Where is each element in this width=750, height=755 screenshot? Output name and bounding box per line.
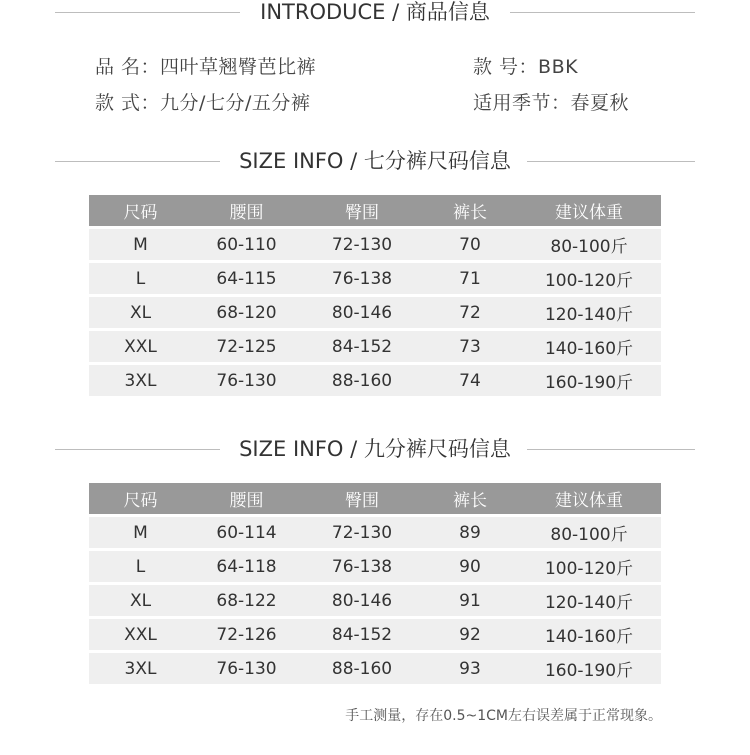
table-header: [89, 195, 661, 226]
table-row: [89, 365, 661, 396]
table-cell: 89: [459, 522, 481, 543]
table-cell: 76-138: [331, 556, 393, 577]
table-cell: 80-100斤: [550, 237, 628, 257]
table-cell: 93: [459, 658, 481, 679]
table-cell: 64-115: [216, 268, 277, 289]
table-row: [89, 619, 661, 650]
table-cell: 90: [459, 556, 481, 577]
table-cell: 100-120斤: [544, 559, 634, 579]
table-cell: 74: [459, 370, 481, 391]
table-row: [89, 653, 661, 684]
size-info-title-bar-1: [0, 146, 750, 176]
product-name: 品 名：四叶草翘臀芭比裤: [95, 56, 317, 78]
size-info-title: SIZE INFO / 九分裤尺码信息: [239, 437, 511, 461]
size-table-2: [89, 483, 661, 684]
table-cell: 76-130: [216, 658, 277, 679]
size-info-title: SIZE INFO / 七分裤尺码信息: [239, 149, 511, 173]
table-cell: 3XL: [124, 658, 157, 679]
table-cell: 72-130: [331, 234, 393, 255]
product-code: 款 号：BBK: [473, 56, 579, 78]
table-header: [89, 483, 661, 514]
table-cell: 60-114: [216, 522, 277, 543]
header-cell: 腰围: [229, 491, 264, 511]
header-cell: 建议体重: [555, 491, 623, 511]
product-season: 适用季节：春夏秋: [473, 92, 630, 114]
product-style: 款 式：九分/七分/五分裤: [95, 92, 311, 114]
table-cell: 72-130: [331, 522, 393, 543]
table-cell: 88-160: [331, 658, 393, 679]
header-cell: 臀围: [345, 491, 379, 511]
table-cell: 160-190斤: [544, 661, 634, 681]
table-row: [89, 585, 661, 616]
table-cell: XL: [129, 302, 152, 323]
table-cell: 72: [459, 302, 481, 323]
table-cell: 84-152: [331, 336, 393, 357]
table-cell: 140-160斤: [544, 339, 634, 359]
table-cell: 72-125: [216, 336, 277, 357]
table-cell: 76-130: [216, 370, 277, 391]
table-cell: M: [133, 234, 148, 255]
header-cell: 尺码: [123, 203, 158, 223]
table-row: [89, 229, 661, 260]
table-row: [89, 297, 661, 328]
table-cell: 64-118: [216, 556, 277, 577]
table-cell: 68-122: [216, 590, 277, 611]
introduce-title: INTRODUCE / 商品信息: [260, 0, 490, 24]
table-cell: XL: [129, 590, 152, 611]
divider-right: [510, 12, 695, 13]
table-cell: 120-140斤: [544, 593, 634, 613]
divider-right: [527, 449, 695, 450]
table-row: [89, 517, 661, 548]
table-cell: 160-190斤: [544, 373, 634, 393]
table-cell: 76-138: [331, 268, 393, 289]
table-row: [89, 331, 661, 362]
table-cell: 91: [459, 590, 481, 611]
table-cell: 84-152: [331, 624, 393, 645]
table-cell: 88-160: [331, 370, 393, 391]
table-row: [89, 263, 661, 294]
header-cell: 尺码: [123, 491, 158, 511]
measurement-note: 手工测量，存在0.5~1CM左右误差属于正常现象。: [345, 708, 662, 724]
size-table-1: [89, 195, 661, 396]
table-cell: XXL: [124, 624, 157, 645]
table-cell: 100-120斤: [544, 271, 634, 291]
table-cell: 73: [459, 336, 481, 357]
table-cell: L: [135, 268, 146, 289]
table-row: [89, 551, 661, 582]
header-cell: 腰围: [229, 203, 264, 223]
table-cell: 68-120: [216, 302, 277, 323]
table-cell: L: [135, 556, 146, 577]
header-cell: 裤长: [453, 491, 487, 511]
introduce-title-bar: [0, 0, 750, 27]
table-cell: 70: [459, 234, 481, 255]
table-cell: XXL: [124, 336, 157, 357]
table-cell: 120-140斤: [544, 305, 634, 325]
table-cell: 80-146: [331, 590, 393, 611]
size-info-title-bar-2: [0, 434, 750, 464]
table-cell: 60-110: [216, 234, 277, 255]
table-cell: 80-146: [331, 302, 393, 323]
divider-right: [527, 161, 695, 162]
table-cell: 92: [459, 624, 481, 645]
table-cell: 72-126: [216, 624, 277, 645]
table-cell: 71: [459, 268, 481, 289]
header-cell: 臀围: [345, 203, 379, 223]
table-cell: 3XL: [124, 370, 157, 391]
header-cell: 裤长: [453, 203, 487, 223]
table-cell: 80-100斤: [550, 525, 628, 545]
table-cell: M: [133, 522, 148, 543]
header-cell: 建议体重: [555, 203, 623, 223]
table-cell: 140-160斤: [544, 627, 634, 647]
